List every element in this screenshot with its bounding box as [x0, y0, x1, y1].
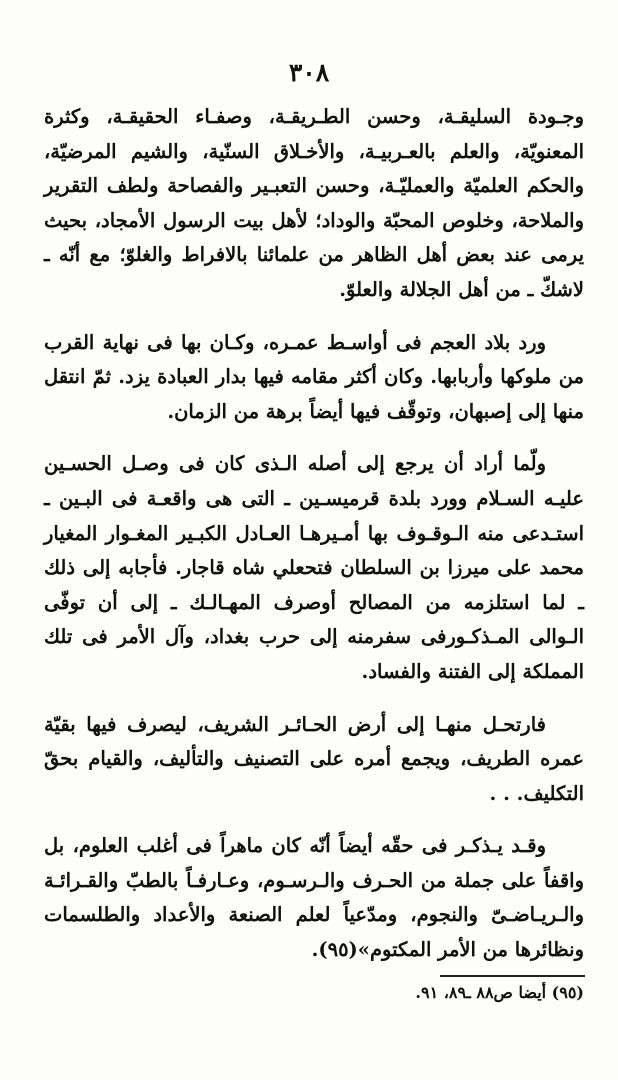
paragraph-4: فارتحـل منهـا إلى أرض الحـائـر الشريف، ليصرف فيها بقيّة عمره الطريف، ويجمع أمره على التصنيف والتأليف، والقيام بحقّ التكليف. . . — [44, 712, 584, 805]
footnote-divider — [440, 975, 585, 977]
paragraph-3: ولّما أراد أن يرجع إلى أصله الـذى كان فى وصـل الحسـين عليـه السـلام وورد بلدة قرميسـين ـ التى هى واقعـة فى البـين ـ استـدعى منه الـوقـوف بها أمـيرهـا العـادل الكبـير المغـوار المغيار محمد على ميرزا بن السلطان فتحعلي شاه قاجار. فأجابه إلى ذلك ـ لما استلزمه من المصالح أوصرف المهـالـك ـ إلى أن توفّى الـوالى المـذكـورفى سفرمنه إلى حرب بغداد، وآل الأمر فى تلك المملكة إلى الفتنة والفساد. — [44, 452, 584, 683]
main-text — [44, 100, 584, 986]
page-number: ٣٠٨ — [288, 58, 330, 87]
paragraph-1: وجـودة السليقـة، وحسن الطـريقـة، وصفـاء الحقيقـة، وكثرة المعنويّة، والعلم بالعـربيـة، والأخـلاق السنّية، والشيم المرضيّة، والحكم العلميّة والعمليّـة، وحسن التعبـير والفصاحة ولطف التقرير والملاحة، وخلوص المحبّة والوداد؛ لأهل بيت الرسول الأمجاد، بحيث يرمى عند بعض أهل الظاهر من علمائنا بالافراط والغلوّ؛ مع أنّه ـ لاشكّ ـ من أهل الجلالة والعلوّ. — [44, 105, 584, 301]
paragraph-5: وقـد يـذكـر فى حقّه أيضاً أنّه كان ماهراً فى أغلب العلوم، بل واقفاً على جملة من الحـرف والـرسـوم، وعـارفـاً بالطبّ والقـرائـة والـريـاضـىّ والنجوم، ومدّعياً لعلم الصنعة والأعداد والطلسمات ونظائرها من الأمر المكتوم»(٩٥). — [44, 834, 584, 962]
paragraph-2: ورد بلاد العجم فى أواسـط عمـره، وكـان بها فى نهاية القرب من ملوكها وأربابها. وكان أكثر مقامه فيها بدار العبادة يزد. ثمّ انتقل منها إلى إصبهان، وتوقّف فيها أيضاً برهة من الزمان. — [44, 330, 584, 423]
footnote: (٩٥) أيضا ص٨٨ ـ٨٩، ٩١. — [415, 983, 584, 1002]
